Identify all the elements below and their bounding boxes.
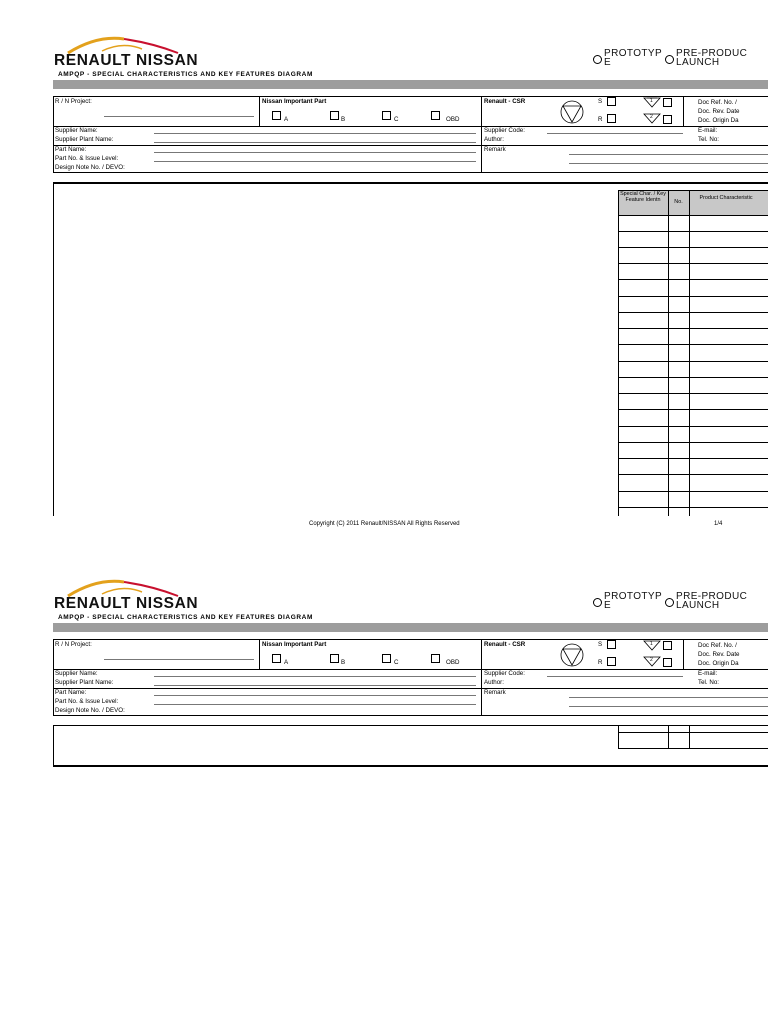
doc-origin-label: Doc. Origin Da — [698, 117, 739, 124]
r-label: R — [598, 116, 603, 123]
pre-production-label: PRE-PRODUC LAUNCH — [676, 591, 748, 611]
supplier-code-label: Supplier Code: — [484, 670, 525, 677]
option-b-label: B — [341, 659, 346, 666]
supplier-name-label: Supplier Name: — [55, 670, 98, 677]
option-c-label: C — [394, 659, 399, 666]
triangle-1-checkbox[interactable] — [663, 641, 672, 650]
doc-ref-label: Doc Ref. No. / — [698, 99, 737, 106]
page-number: 1/4 — [714, 521, 723, 527]
title-bar — [53, 623, 768, 632]
s-label: S — [598, 641, 603, 648]
col-product-characteristic: Product Characteristic — [699, 195, 753, 201]
nissan-important-part-label: Nissan Important Part — [262, 641, 327, 648]
supplier-name-label: Supplier Name: — [55, 127, 98, 134]
part-no-label: Part No. & Issue Level: — [55, 155, 119, 162]
option-c-checkbox[interactable] — [382, 654, 391, 663]
option-b-label: B — [341, 116, 346, 123]
document-title: AMPQP - SPECIAL CHARACTERISTICS AND KEY FEATURES DIAGRAM — [58, 71, 313, 78]
option-a-label: A — [284, 659, 289, 666]
prototype-label: PROTOTYP E — [604, 48, 663, 68]
part-name-label: Part Name: — [55, 689, 87, 696]
logo-text: RENAULT NISSAN — [54, 595, 199, 612]
nissan-important-part-label: Nissan Important Part — [262, 98, 327, 105]
diagram-area-left — [53, 725, 54, 767]
tel-label: Tel. No: — [698, 136, 719, 143]
doc-rev-label: Doc. Rev. Date — [698, 651, 740, 658]
copyright-text: Copyright (C) 2011 Renault/NISSAN All Rights Reserved — [309, 521, 460, 527]
rn-project-label: R / N Project: — [55, 641, 92, 648]
prototype-radio[interactable] — [593, 598, 602, 607]
col-special-char: Special Char. / Key Feature Identn — [620, 191, 666, 203]
option-a-label: A — [284, 116, 289, 123]
design-note-label: Design Note No. / DEVO: — [55, 707, 125, 714]
option-b-checkbox[interactable] — [330, 654, 339, 663]
doc-ref-label: Doc Ref. No. / — [698, 642, 737, 649]
doc-rev-label: Doc. Rev. Date — [698, 108, 740, 115]
remark-label: Remark — [484, 146, 506, 153]
diagram-area-top — [53, 725, 768, 726]
s-label: S — [598, 98, 603, 105]
email-label: E-mail: — [698, 127, 718, 134]
supplier-plant-label: Supplier Plant Name: — [55, 136, 114, 143]
part-no-label: Part No. & Issue Level: — [55, 698, 119, 705]
triangle-2-label: 2 — [650, 657, 653, 663]
csr-symbol-icon — [560, 643, 584, 667]
email-label: E-mail: — [698, 670, 718, 677]
author-label: Author: — [484, 679, 504, 686]
prototype-label: PROTOTYP E — [604, 591, 663, 611]
option-obd-checkbox[interactable] — [431, 654, 440, 663]
supplier-code-label: Supplier Code: — [484, 127, 525, 134]
renault-csr-label: Renault - CSR — [484, 641, 526, 648]
option-obd-label: OBD — [446, 116, 460, 123]
rn-project-label: R / N Project: — [55, 98, 92, 105]
triangle-1-label: 1 — [650, 641, 653, 647]
r-checkbox[interactable] — [607, 657, 616, 666]
triangle-2-label: 2 — [650, 114, 653, 120]
diagram-area-bottom — [53, 765, 768, 767]
pre-production-label: PRE-PRODUC LAUNCH — [676, 48, 748, 68]
option-c-label: C — [394, 116, 399, 123]
remark-label: Remark — [484, 689, 506, 696]
document-title: AMPQP - SPECIAL CHARACTERISTICS AND KEY FEATURES DIAGRAM — [58, 614, 313, 621]
part-name-label: Part Name: — [55, 146, 87, 153]
doc-origin-label: Doc. Origin Da — [698, 660, 739, 667]
logo-text: RENAULT NISSAN — [54, 52, 199, 69]
supplier-plant-label: Supplier Plant Name: — [55, 679, 114, 686]
tel-label: Tel. No: — [698, 679, 719, 686]
option-a-checkbox[interactable] — [272, 654, 281, 663]
r-label: R — [598, 659, 603, 666]
pre-production-radio[interactable] — [665, 598, 674, 607]
triangle-1-label: 1 — [650, 98, 653, 104]
design-note-label: Design Note No. / DEVO: — [55, 164, 125, 171]
renault-csr-label: Renault - CSR — [484, 98, 526, 105]
s-checkbox[interactable] — [607, 640, 616, 649]
col-no: No. — [674, 199, 683, 205]
author-label: Author: — [484, 136, 504, 143]
option-obd-label: OBD — [446, 659, 460, 666]
triangle-2-checkbox[interactable] — [663, 658, 672, 667]
